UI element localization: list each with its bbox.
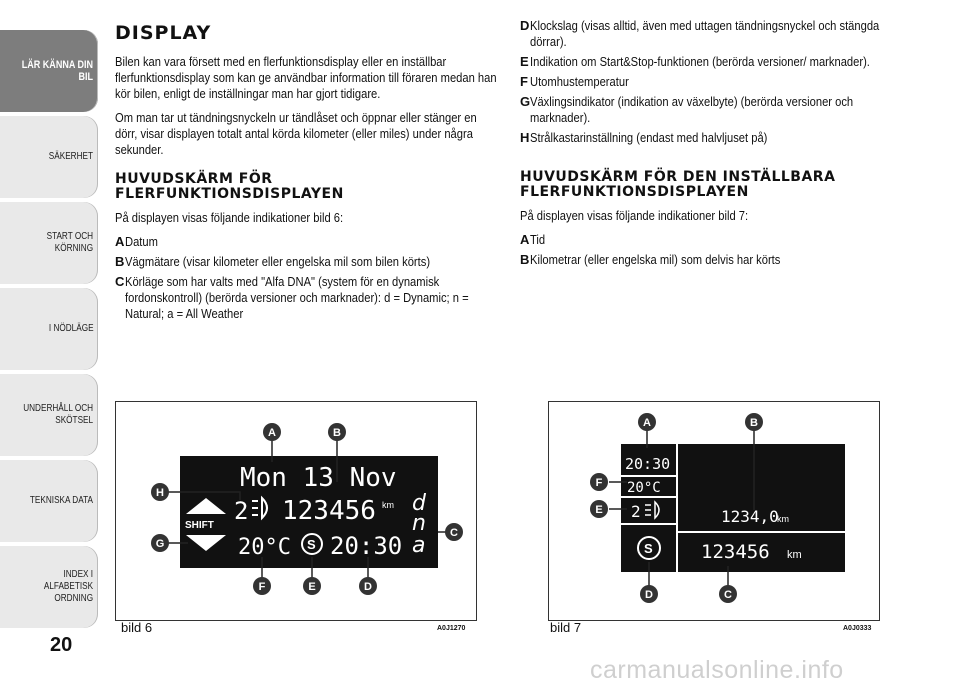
callout-h: H: [156, 487, 164, 499]
mode-n: n: [412, 511, 426, 536]
list-item: G Växlingsindikator (indikation av växelbyte) (berörda versioner och marknader).: [520, 94, 854, 125]
callout-b: B: [750, 417, 758, 429]
callout-e: E: [308, 581, 316, 593]
gear-readout: 2: [631, 502, 641, 521]
display-diagram-7: [549, 402, 879, 620]
display-diagram-6: [116, 402, 476, 620]
page-number: 20: [50, 634, 73, 656]
callout-a: A: [268, 427, 276, 439]
callout-g: G: [155, 538, 165, 550]
chapter-sidebar: [0, 0, 100, 640]
list-item: C Körläge som har valts med "Alfa DNA" (system för en dynamisk fordonskontroll) (berörda versioner och marknader): d = Dynamic; n = Natural; a = All Weather: [115, 274, 469, 321]
tab-start-och-korning[interactable]: START OCH KÖRNING: [0, 202, 98, 284]
paragraph: Bilen kan vara försett med en flerfunktionsdisplay eller en inställbar flerfunktionsdisplay som kan ge användbar information till föraren medan han kör bilen, enligt de inställningar man har gjort tidigare.: [115, 54, 497, 101]
callout-b: B: [333, 427, 341, 439]
callout-d: D: [364, 581, 372, 593]
figure-7-caption: bild 7: [550, 620, 582, 635]
right-column: [520, 18, 905, 272]
list-item: A Tid: [520, 232, 546, 247]
list-item: B Vägmätare (visar kilometer eller engelska mil som bilen körts): [115, 254, 431, 269]
tab-tekniska-data[interactable]: TEKNISKA DATA: [0, 460, 98, 542]
intro-text: På displayen visas följande indikationer bild 7:: [520, 208, 749, 223]
figure-6-code: A0J1270: [437, 625, 466, 632]
mode-a: a: [412, 533, 426, 558]
temperature-readout: 20°C: [627, 480, 661, 496]
callout-f: F: [258, 581, 266, 593]
mode-d: d: [412, 491, 426, 516]
figure-7-code: A0J0333: [843, 625, 872, 632]
figure-7: [548, 401, 880, 621]
list-item: B Kilometrar (eller engelska mil) som delvis har körts: [520, 252, 781, 267]
figure-6: [115, 401, 477, 621]
watermark-text: carmanualsonline.info: [590, 656, 844, 684]
time-readout: 20:30: [330, 532, 403, 560]
callout-c: C: [724, 589, 732, 601]
subsection-heading: HUVUDSKÄRM FÖR FLERFUNKTIONSDISPLAYEN: [115, 171, 344, 202]
tab-index[interactable]: INDEX I ALFABETISK ORDNING: [0, 546, 98, 628]
callout-f: F: [595, 477, 603, 489]
callout-a: A: [643, 417, 651, 429]
figure-6-caption: bild 6: [121, 620, 153, 635]
list-item: F Utomhustemperatur: [520, 74, 629, 89]
odometer-readout: 123456: [701, 541, 770, 563]
shift-label: SHIFT: [185, 520, 214, 531]
tab-sakerhet[interactable]: SÄKERHET: [0, 116, 98, 198]
odometer-unit: km: [382, 500, 394, 510]
list-item: E Indikation om Start&Stop-funktionen (berörda versioner/ marknader).: [520, 54, 870, 69]
time-readout: 20:30: [625, 455, 671, 473]
trip-readout: 1234,0: [721, 507, 779, 526]
left-column: [115, 18, 500, 326]
callout-e: E: [595, 504, 603, 516]
intro-text: På displayen visas följande indikationer bild 6:: [115, 210, 344, 225]
tab-i-nodlage[interactable]: I NÖDLÄGE: [0, 288, 98, 370]
list-item: A Datum: [115, 234, 158, 249]
list-item: H Strålkastarinställning (endast med halvljuset på): [520, 130, 768, 145]
svg-text:S: S: [307, 537, 316, 552]
section-title: DISPLAY: [115, 22, 212, 44]
subsection-heading: HUVUDSKÄRM FÖR DEN INSTÄLLBARA FLERFUNKTIONSDISPLAYEN: [520, 169, 836, 200]
tab-underhall[interactable]: UNDERHÅLL OCH SKÖTSEL: [0, 374, 98, 456]
temperature-readout: 20°C: [238, 535, 291, 560]
odometer-readout: 123456: [282, 496, 376, 526]
callout-d: D: [645, 589, 653, 601]
trip-unit: km: [777, 514, 789, 524]
gear-readout: 2: [234, 497, 249, 525]
date-readout: Mon 13 Nov: [240, 463, 397, 493]
paragraph: Om man tar ut tändningsnyckeln ur tändlåset och öppnar eller stänger en dörr, visar displayen totalt antal körda kilometer (eller miles) under några sekunder.: [115, 110, 477, 157]
callout-c: C: [450, 527, 458, 539]
svg-text:S: S: [644, 541, 653, 556]
tab-lar-kanna-din-bil[interactable]: LÄR KÄNNA DIN BIL: [0, 30, 98, 112]
list-item: D Klockslag (visas alltid, även med uttagen tändningsnyckel och stängda dörrar).: [520, 18, 880, 49]
odometer-unit: km: [787, 549, 802, 561]
